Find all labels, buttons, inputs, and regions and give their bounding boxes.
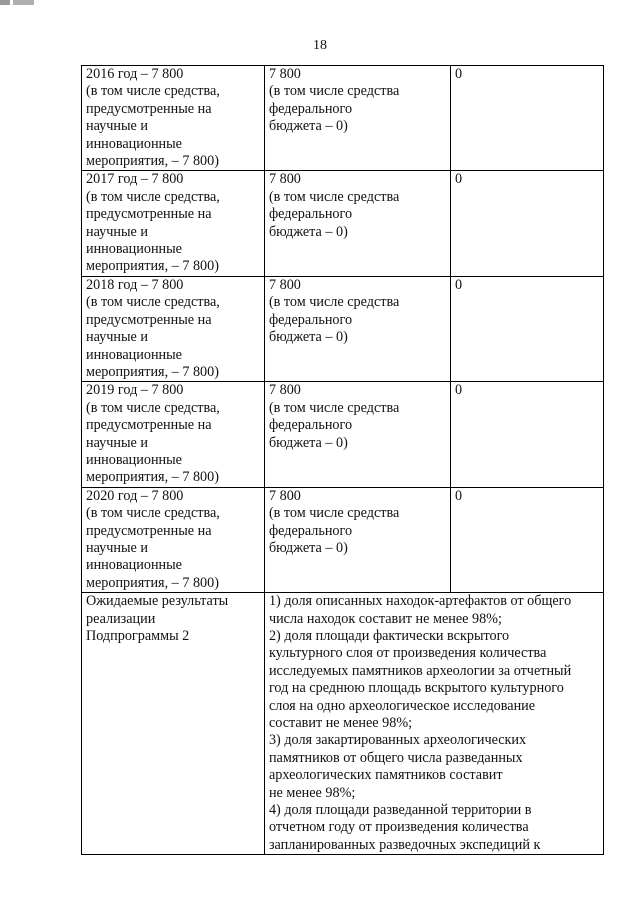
funding-budget-cell [264,276,450,381]
cell-line: бюджета – 0) [268,434,348,451]
cell-line: мероприятия, – 7 800) [86,574,219,591]
cell-line: 1) доля описанных находок-артефактов от общего [268,593,572,610]
funding-total-cell [82,487,265,592]
cell-line: научные и [86,434,148,451]
cell-line: научные и [86,223,148,240]
cell-line: отчетном году от произведения количества [268,819,529,836]
cell-line: бюджета – 0) [268,118,348,135]
table-row-2018 [82,276,604,381]
cell-line: научные и [86,539,148,556]
cell-line: памятников от общего числа разведанных [268,749,523,766]
cell-line: мероприятия, – 7 800) [86,258,219,275]
cell-line: мероприятия, – 7 800) [86,469,219,486]
cell-line: предусмотренные на [86,206,212,223]
cell-line: 2020 год – 7 800 [86,487,184,504]
funding-other-cell [451,276,604,381]
funding-other-cell [451,487,604,592]
cell-line: слоя на одно археологическое исследование [268,697,536,714]
cell-line: археологических памятников составит [268,767,503,784]
cell-line: 2) доля площади фактически вскрытого [268,628,510,644]
cell-line: (в том числе средства [268,294,400,311]
cell-line: (в том числе средства, [86,294,220,311]
cell-line: (в том числе средства, [86,399,220,416]
cell-line: запланированных разведочных экспедиций к [268,836,541,853]
cell-line: 7 800 [268,382,301,399]
cell-line: инновационные [86,557,182,574]
cell-line: исследуемых памятников археологии за отчетный [268,662,572,679]
cell-line: федерального [268,206,353,223]
table-row-2020 [82,487,604,592]
cell-line: инновационные [86,241,182,258]
cell-line: инновационные [86,135,182,152]
funding-budget-cell [264,487,450,592]
cell-line: (в том числе средства, [86,83,220,100]
cell-line: 2019 год – 7 800 [86,382,184,399]
table-row-2019 [82,382,604,487]
funding-other-cell [451,66,604,171]
cell-line: 7 800 [268,171,301,188]
cell-line: предусмотренные на [86,417,212,434]
table-row-2016 [82,66,604,171]
cell-value: 0 [455,276,463,293]
cell-line: составит не менее 98%; [268,715,413,732]
cell-line: (в том числе средства, [86,188,220,205]
cell-line: 2018 год – 7 800 [86,276,184,293]
table-row-expected-results [82,593,604,855]
funding-total-cell [82,276,265,381]
funding-budget-cell [264,66,450,171]
cell-line: бюджета – 0) [268,223,348,240]
cell-line: 3) доля закартированных археологических [268,732,527,749]
cell-line: научные и [86,118,148,135]
cell-line: федерального [268,522,353,539]
cell-line: инновационные [86,451,182,468]
cell-line: 2017 год – 7 800 [86,171,184,188]
cell-line: 7 800 [268,66,301,82]
cell-line: культурного слоя от произведения количества [268,645,547,662]
cell-line: федерального [268,417,353,434]
cell-line: мероприятия, – 7 800) [86,153,219,170]
cell-line: научные и [86,329,148,346]
cell-line: 7 800 [268,487,301,504]
cell-line: Подпрограммы 2 [86,628,190,644]
cell-line: числа находок составит не менее 98%; [268,610,502,627]
cell-value: 0 [455,382,463,399]
cell-line: инновационные [86,346,182,363]
cell-line: предусмотренные на [86,311,212,328]
page-number: 18 [313,38,327,53]
subprogram-table [81,65,604,855]
funding-total-cell [82,382,265,487]
results-text-cell [264,593,603,855]
results-label-cell [82,593,265,855]
cell-line: мероприятия, – 7 800) [86,363,219,380]
funding-other-cell [451,171,604,276]
cell-line: (в том числе средства [268,505,400,522]
cell-line: 2016 год – 7 800 [86,66,184,82]
scan-artifact [0,0,34,5]
funding-other-cell [451,382,604,487]
cell-value: 0 [455,171,463,188]
cell-line: реализации [86,610,156,627]
funding-total-cell [82,66,265,171]
cell-line: Ожидаемые результаты [86,593,229,610]
cell-line: федерального [268,311,353,328]
cell-value: 0 [455,66,463,82]
cell-line: предусмотренные на [86,522,212,539]
cell-line: не менее 98%; [268,784,356,801]
cell-line: бюджета – 0) [268,539,348,556]
funding-budget-cell [264,382,450,487]
cell-line: год на среднюю площадь вскрытого культурного [268,680,564,697]
cell-value: 0 [455,487,463,504]
funding-budget-cell [264,171,450,276]
funding-total-cell [82,171,265,276]
cell-line: (в том числе средства, [86,505,220,522]
cell-line: 4) доля площади разведанной территории в [268,802,532,819]
table-row-2017 [82,171,604,276]
cell-line: 7 800 [268,276,301,293]
cell-line: федерального [268,100,353,117]
cell-line: бюджета – 0) [268,329,348,346]
cell-line: предусмотренные на [86,100,212,117]
cell-line: (в том числе средства [268,188,400,205]
cell-line: (в том числе средства [268,399,400,416]
cell-line: (в том числе средства [268,83,400,100]
